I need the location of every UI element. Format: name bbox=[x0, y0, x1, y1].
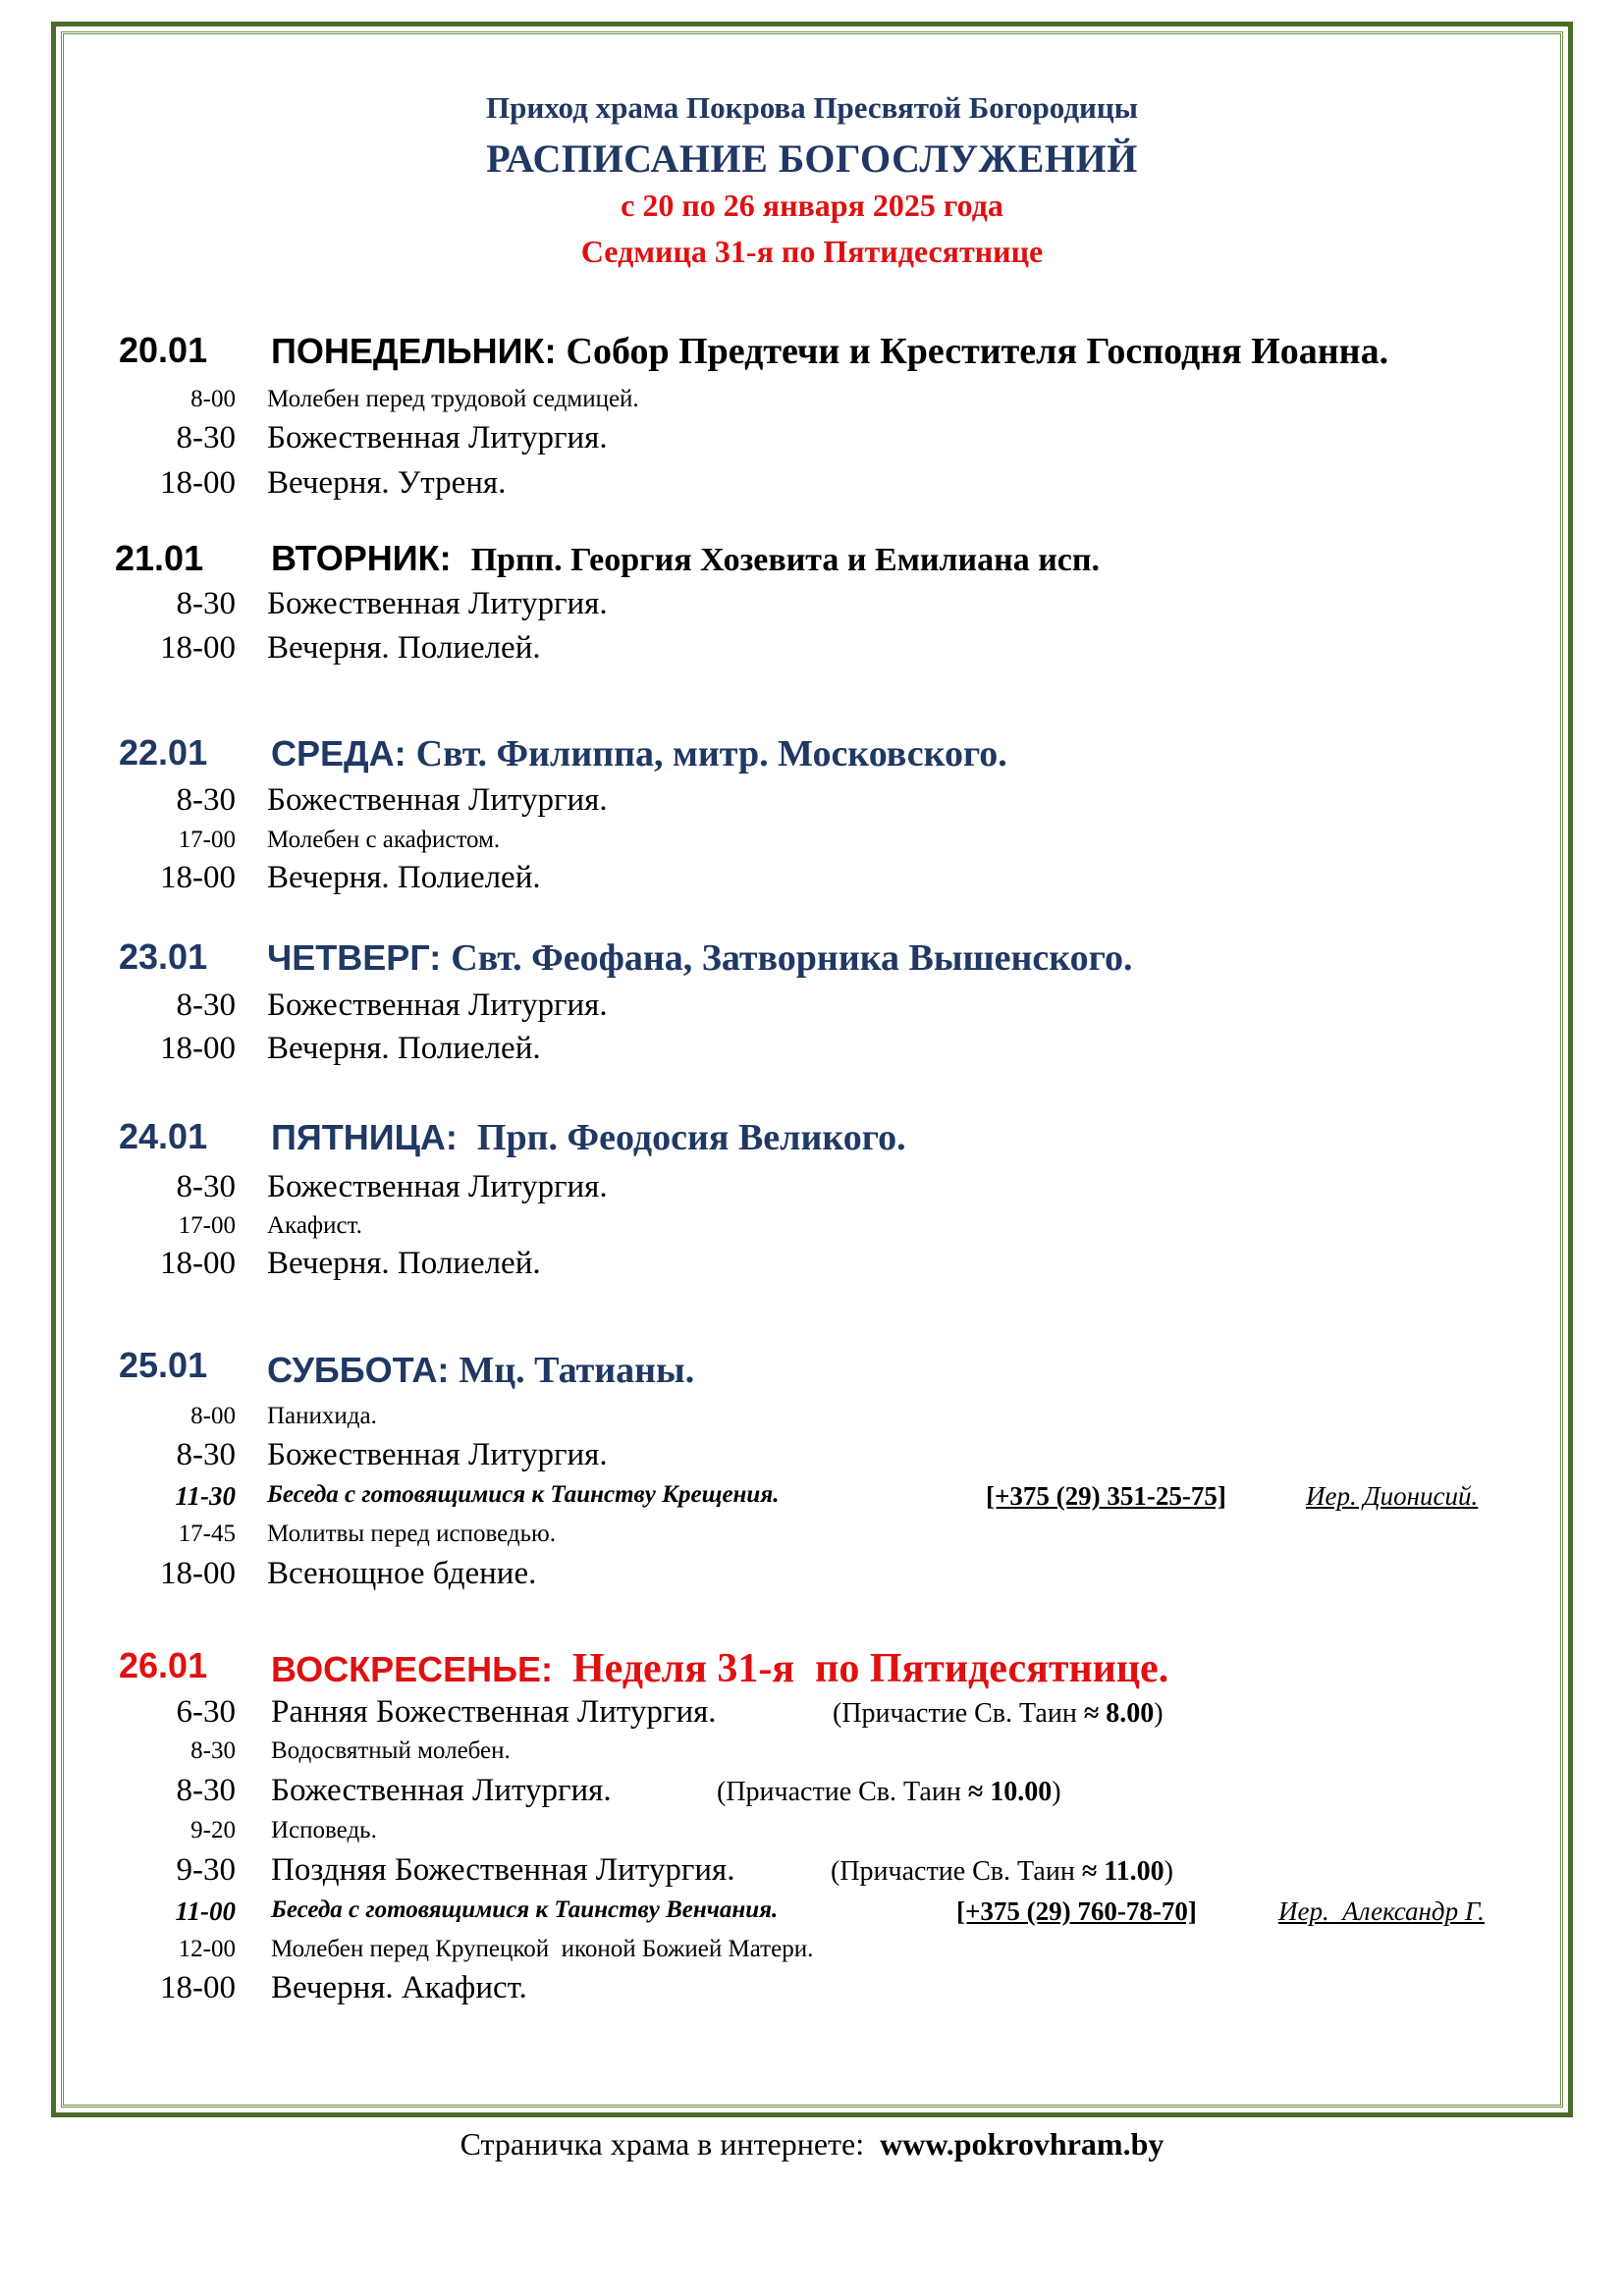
service-text: Вечерня. Полиелей. bbox=[267, 1246, 541, 1281]
service-time: 8-30 bbox=[176, 420, 236, 455]
day-name: ЧЕТВЕРГ: Свт. Феофана, Затворника Вышенского. bbox=[267, 937, 1133, 979]
service-text: Божественная Литургия. bbox=[267, 782, 608, 818]
day-name: ПЯТНИЦА: Прп. Феодосия Великого. bbox=[271, 1117, 906, 1158]
service-text: Вечерня. Полиелей. bbox=[267, 1031, 541, 1066]
day-name: ВОСКРЕСЕНЬЕ: Неделя 31-я по Пятидесятнице. bbox=[271, 1646, 1169, 1691]
day-name: ВТОРНИК: Прпп. Георгия Хозевита и Емилиана исп. bbox=[271, 538, 1100, 578]
communion-note: (Причастие Св. Таин ≈ 8.00) bbox=[833, 1698, 1164, 1729]
service-time: 9-30 bbox=[176, 1852, 236, 1888]
day-date: 22.01 bbox=[119, 732, 208, 773]
service-time: 8-30 bbox=[176, 1169, 236, 1204]
service-time: 8-00 bbox=[190, 386, 236, 412]
footer-label: Страничка храма в интернете: bbox=[460, 2126, 873, 2162]
service-time: 17-00 bbox=[178, 1212, 236, 1239]
service-text: Водосвятный молебен. bbox=[271, 1737, 511, 1764]
service-text: Вечерня. Полиелей. bbox=[267, 860, 541, 895]
service-text: Исповедь. bbox=[271, 1817, 377, 1843]
service-time: 8-30 bbox=[190, 1737, 236, 1764]
service-time: 18-00 bbox=[160, 1031, 236, 1066]
service-text: Молебен перед трудовой седмицей. bbox=[267, 386, 639, 412]
communion-note: (Причастие Св. Таин ≈ 10.00) bbox=[717, 1777, 1061, 1807]
service-time: 8-30 bbox=[176, 1773, 236, 1808]
service-text: Божественная Литургия. bbox=[267, 1437, 608, 1472]
schedule-title: РАСПИСАНИЕ БОГОСЛУЖЕНИЙ bbox=[486, 136, 1138, 181]
day-feast: Свт. Феофана, Затворника Вышенского. bbox=[451, 937, 1133, 979]
service-time: 18-00 bbox=[160, 630, 236, 666]
service-time: 8-30 bbox=[176, 1437, 236, 1472]
day-date: 20.01 bbox=[119, 330, 208, 370]
day-feast: Прп. Феодосия Великого. bbox=[476, 1117, 906, 1158]
service-time: 6-30 bbox=[176, 1694, 236, 1730]
contact-phone: [+375 (29) 760-78-70] bbox=[956, 1896, 1197, 1926]
service-time: 9-20 bbox=[190, 1817, 236, 1843]
service-text: Вечерня. Полиелей. bbox=[267, 630, 541, 666]
service-time: 8-30 bbox=[176, 988, 236, 1023]
schedule-week: Седмица 31-я по Пятидесятнице bbox=[580, 234, 1044, 269]
service-text: Беседа с готовящимися к Таинству Крещения. bbox=[267, 1481, 780, 1508]
day-feast: Мц. Татианы. bbox=[459, 1350, 695, 1391]
day-feast: Неделя 31-я по Пятидесятнице. bbox=[572, 1646, 1169, 1691]
service-text: Молебен перед Крупецкой иконой Божией Матери. bbox=[271, 1936, 814, 1962]
service-text: Божественная Литургия. bbox=[267, 420, 608, 455]
service-text: Вечерня. Акафист. bbox=[271, 1970, 527, 2005]
service-time: 8-30 bbox=[176, 782, 236, 818]
website-footer bbox=[0, 2126, 1624, 2163]
service-text: Божественная Литургия. bbox=[271, 1773, 612, 1808]
service-text: Ранняя Божественная Литургия. bbox=[271, 1694, 717, 1730]
day-date: 26.01 bbox=[119, 1645, 208, 1685]
contact-phone: [+375 (29) 351-25-75] bbox=[986, 1481, 1226, 1511]
service-time: 12-00 bbox=[178, 1936, 236, 1962]
day-date: 23.01 bbox=[119, 936, 208, 977]
service-text: Молебен с акафистом. bbox=[267, 827, 501, 853]
service-time: 8-00 bbox=[190, 1403, 236, 1429]
priest-name: Иер. Дионисий. bbox=[1306, 1481, 1479, 1511]
service-text: Молитвы перед исповедью. bbox=[267, 1521, 556, 1547]
service-time: 18-00 bbox=[160, 465, 236, 501]
schedule-dates: с 20 по 26 января 2025 года bbox=[621, 187, 1003, 223]
day-feast: Собор Предтечи и Крестителя Господня Иоанна. bbox=[566, 331, 1389, 372]
day-feast: Прпп. Георгия Хозевита и Емилиана исп. bbox=[470, 542, 1100, 578]
service-time: 17-45 bbox=[178, 1521, 236, 1547]
service-text: Божественная Литургия. bbox=[267, 988, 608, 1023]
service-time: 18-00 bbox=[160, 1970, 236, 2005]
service-text: Поздняя Божественная Литургия. bbox=[271, 1852, 735, 1888]
communion-note: (Причастие Св. Таин ≈ 11.00) bbox=[831, 1856, 1173, 1887]
day-feast: Свт. Филиппа, митр. Московского. bbox=[415, 733, 1007, 774]
service-text: Вечерня. Утреня. bbox=[267, 465, 507, 501]
service-time: 8-30 bbox=[176, 586, 236, 621]
day-name: СУББОТА: Мц. Татианы. bbox=[267, 1350, 695, 1391]
day-date: 24.01 bbox=[119, 1116, 208, 1156]
priest-name: Иер. Александр Г. bbox=[1278, 1896, 1485, 1926]
service-text: Беседа с готовящимися к Таинству Венчания. bbox=[271, 1896, 779, 1923]
day-date: 25.01 bbox=[119, 1345, 208, 1385]
service-text: Божественная Литургия. bbox=[267, 586, 608, 621]
day-date: 21.01 bbox=[115, 538, 204, 578]
service-text: Всенощное бдение. bbox=[267, 1556, 537, 1591]
day-name: ПОНЕДЕЛЬНИК: Собор Предтечи и Крестителя Господня Иоанна. bbox=[271, 331, 1389, 372]
service-time: 17-00 bbox=[178, 827, 236, 853]
service-time: 18-00 bbox=[160, 860, 236, 895]
service-time: 18-00 bbox=[160, 1246, 236, 1281]
service-text: Акафист. bbox=[267, 1212, 362, 1239]
service-text: Божественная Литургия. bbox=[267, 1169, 608, 1204]
service-text: Панихида. bbox=[267, 1403, 377, 1429]
day-name: СРЕДА: Свт. Филиппа, митр. Московского. bbox=[271, 733, 1007, 774]
website-link[interactable]: www.pokrovhram.by bbox=[880, 2126, 1164, 2162]
service-time: 11-30 bbox=[175, 1481, 236, 1511]
parish-name: Приход храма Покрова Пресвятой Богородицы bbox=[486, 90, 1138, 125]
service-time: 11-00 bbox=[175, 1896, 236, 1926]
service-time: 18-00 bbox=[160, 1556, 236, 1591]
